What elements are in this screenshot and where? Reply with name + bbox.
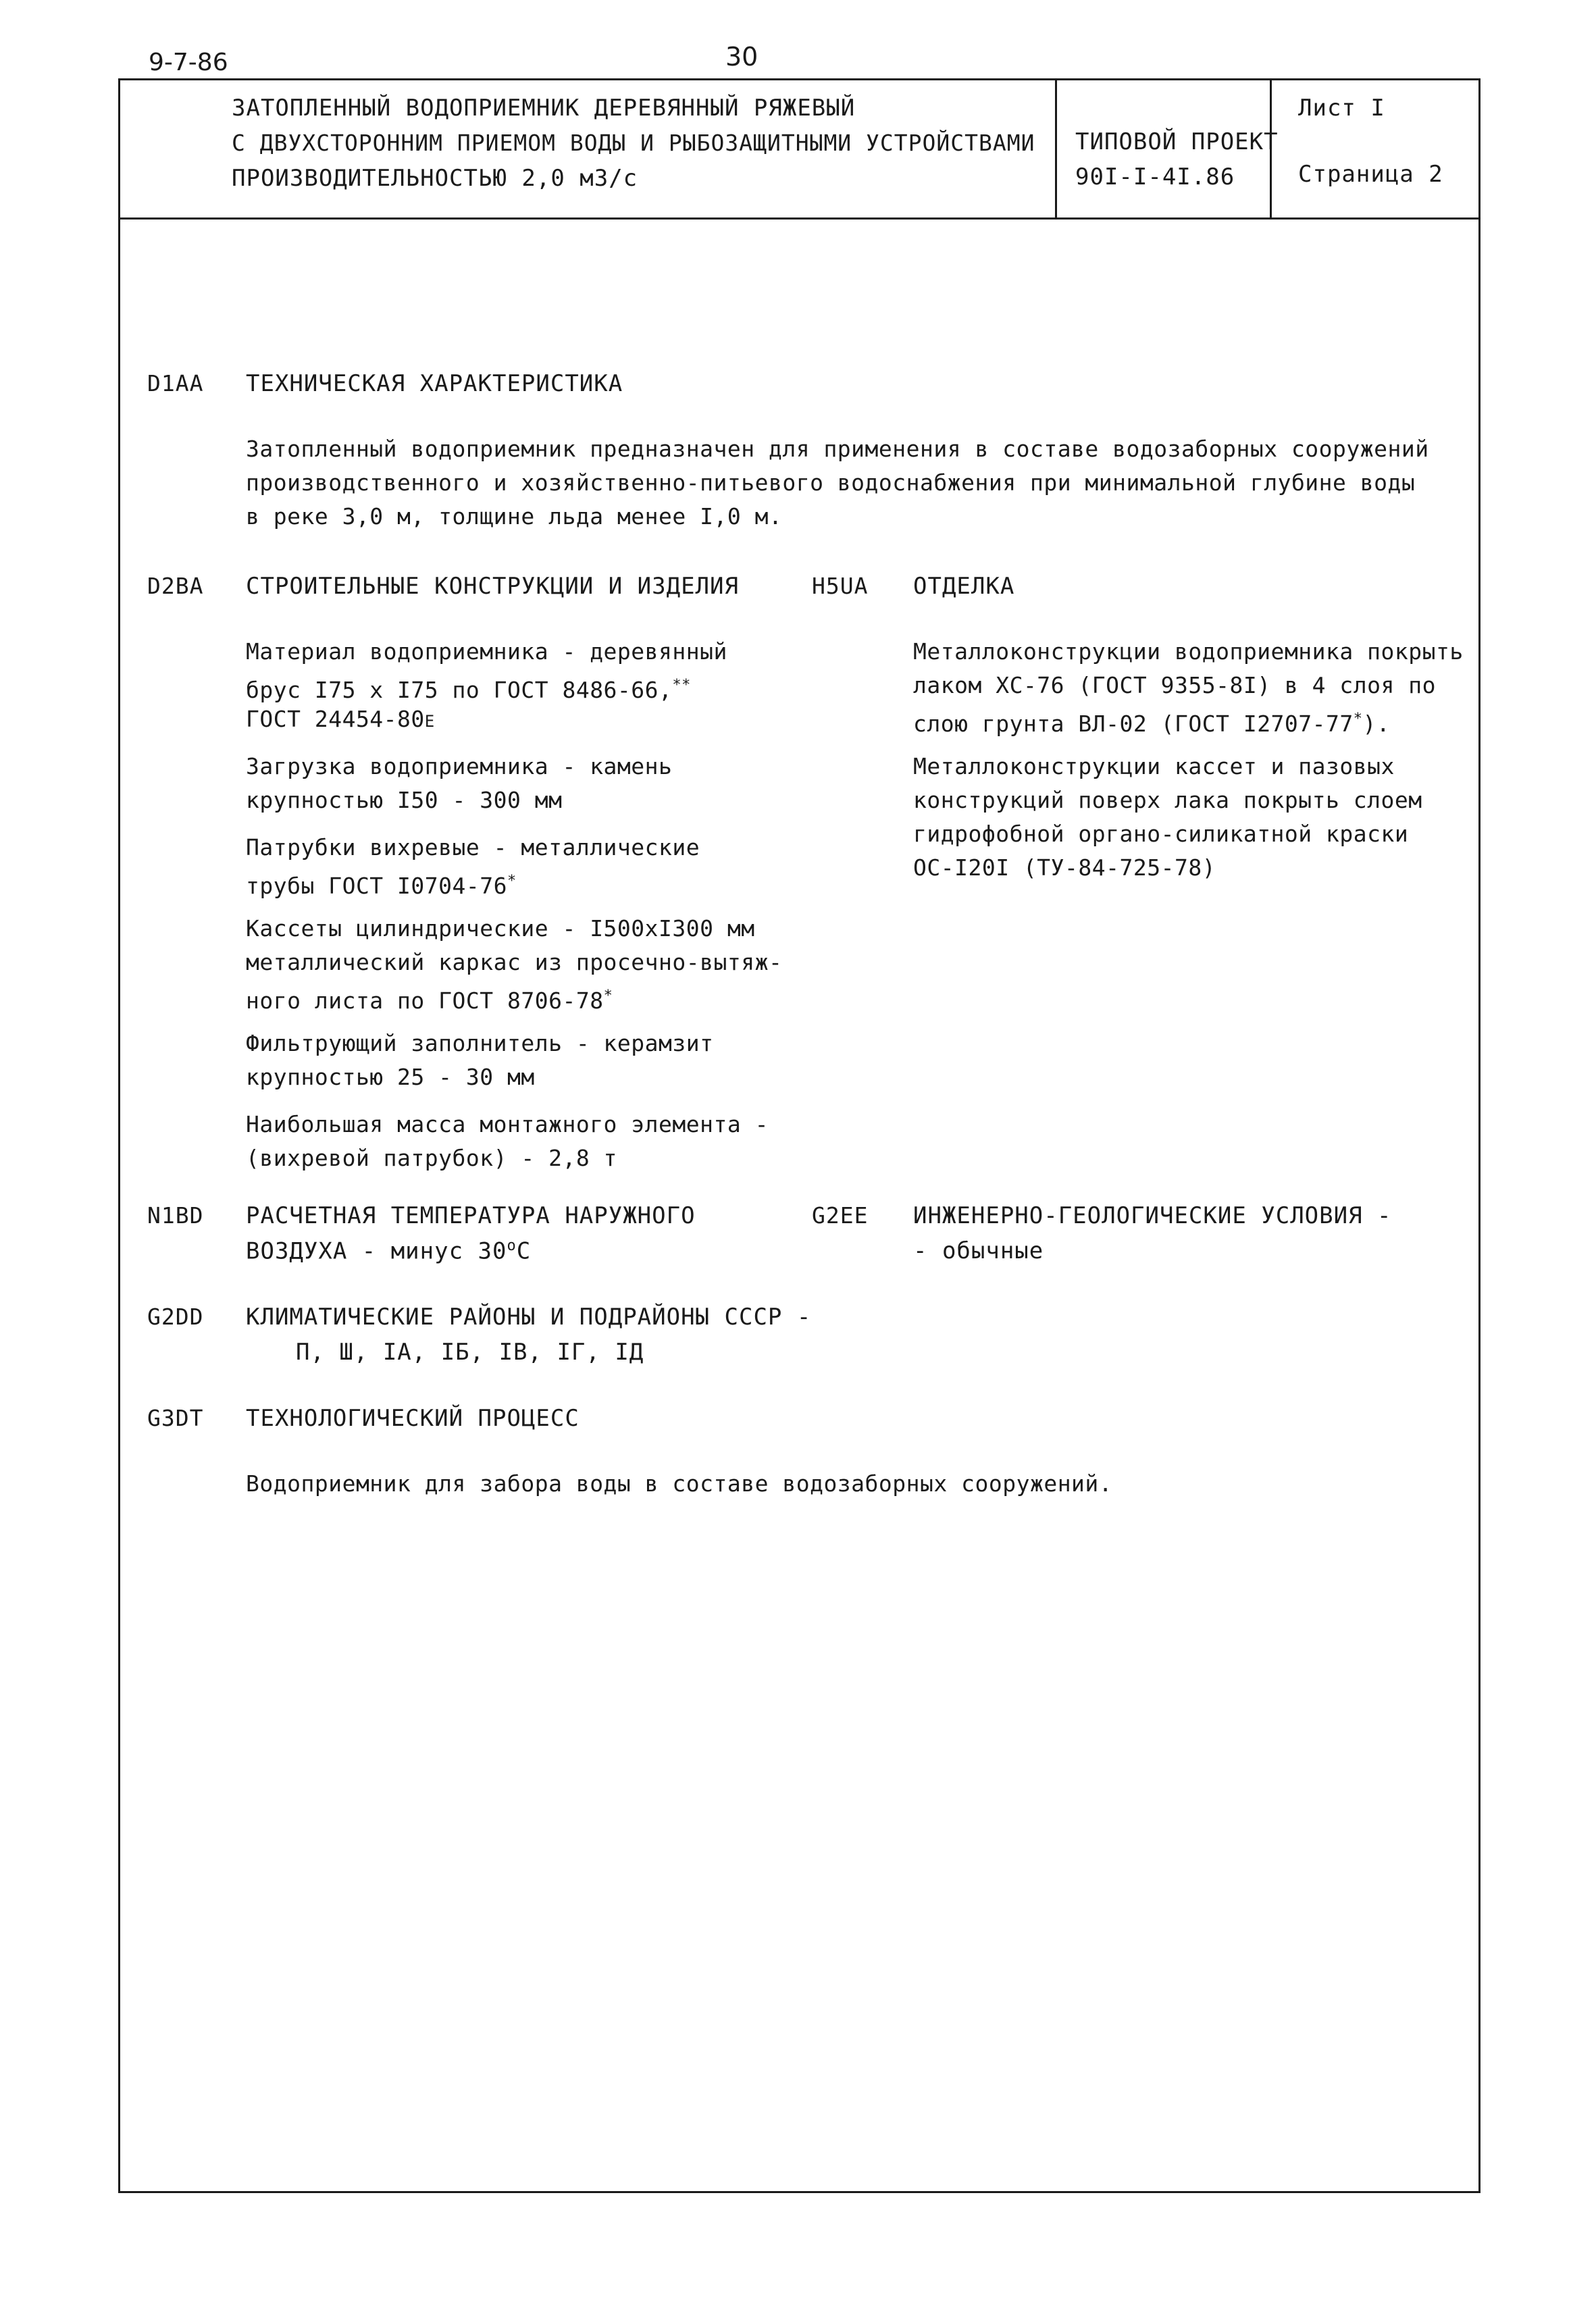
sheet-label: Лист I [1298, 95, 1385, 122]
footnote-mark: * [681, 677, 691, 694]
item-line: Наибольшая масса монтажного элемента - [246, 1111, 769, 1137]
item-line: металлический каркас из просечно-вытяж- [246, 949, 783, 975]
item-line: ГОСТ 24454-80Е [246, 706, 435, 732]
degree-mark: o [507, 1237, 517, 1254]
section-value: - обычные [913, 1237, 1044, 1264]
project-type-label: ТИПОВОЙ ПРОЕКТ [1075, 128, 1279, 155]
item-line: Фильтрующий заполнитель - керамзит [246, 1030, 714, 1056]
section-title: ТЕХНОЛОГИЧЕСКИЙ ПРОЦЕСС [246, 1405, 580, 1432]
item-line: Кассеты цилиндрические - I500хI300 мм [246, 915, 755, 942]
item-line: ного листа по ГОСТ 8706-78* [246, 987, 613, 1014]
section-title: ОТДЕЛКА [913, 573, 1015, 600]
item-line: трубы ГОСТ I0704-76* [246, 873, 517, 899]
section-code: D1AA [147, 370, 204, 396]
section-title: РАСЧЕТНАЯ ТЕМПЕРАТУРА НАРУЖНОГО [246, 1202, 696, 1229]
item-line: крупностью 25 - 30 мм [246, 1064, 535, 1090]
item-line: лаком ХС-76 (ГОСТ 9355-8I) в 4 слоя по [913, 672, 1436, 698]
item-line: Металлоконструкции водоприемника покрыть [913, 638, 1464, 665]
paragraph-line: Водоприемник для забора воды в составе водозаборных сооружений. [246, 1470, 1113, 1497]
item-line: гидрофобной органо-силикатной краски [913, 821, 1409, 847]
section-code: D2BA [147, 573, 204, 599]
item-line: Загрузка водоприемника - камень [246, 753, 673, 779]
section-code: G3DT [147, 1405, 204, 1431]
item-line: брус I75 х I75 по ГОСТ 8486-66,** [246, 677, 691, 703]
section-code: G2DD [147, 1304, 204, 1330]
section-code: H5UA [812, 573, 869, 599]
footnote-mark: * [1353, 711, 1363, 727]
paragraph-line: Затопленный водоприемник предназначен для применения в составе водозаборных сооружений [246, 436, 1429, 462]
item-line: Металлоконструкции кассет и пазовых [913, 753, 1395, 779]
project-number: 90I-I-4I.86 [1075, 163, 1235, 190]
section-title: ВОЗДУХА - минус 30$^o$С [246, 1237, 532, 1265]
page-number: 30 [725, 42, 758, 72]
item-line: Патрубки вихревые - металлические [246, 834, 700, 860]
section-code: N1BD [147, 1202, 204, 1229]
project-title-line: С ДВУХСТОРОННИМ ПРИЕМОМ ВОДЫ И РЫБОЗАЩИТНЫМИ УСТРОЙСТВАМИ [232, 130, 1035, 156]
footnote-mark: * [672, 677, 682, 694]
item-line: слою грунта ВЛ-02 (ГОСТ I2707-77*). [913, 711, 1391, 737]
footnote-mark: * [507, 873, 517, 890]
paragraph-line: в реке 3,0 м, толщине льда менее I,0 м. [246, 503, 783, 530]
section-title: СТРОИТЕЛЬНЫЕ КОНСТРУКЦИИ И ИЗДЕЛИЯ [246, 573, 739, 600]
item-line: Материал водоприемника - деревянный [246, 638, 727, 665]
paragraph-line: производственного и хозяйственно-питьевого водоснабжения при минимальной глубине воды [246, 469, 1416, 496]
page-label: Страница 2 [1298, 161, 1443, 188]
item-line: (вихревой патрубок) - 2,8 т [246, 1145, 617, 1171]
project-title-line: ЗАТОПЛЕННЫЙ ВОДОПРИЕМНИК ДЕРЕВЯННЫЙ РЯЖЕВЫЙ [232, 95, 856, 122]
edition-mark: Е [424, 712, 435, 731]
item-line: крупностью I50 - 300 мм [246, 787, 563, 813]
project-title-line: ПРОИЗВОДИТЕЛЬНОСТЬЮ 2,0 м3/с [232, 165, 638, 192]
section-title: ИНЖЕНЕРНО-ГЕОЛОГИЧЕСКИЕ УСЛОВИЯ - [913, 1202, 1392, 1229]
item-line: ОС-I20I (ТУ-84-725-78) [913, 854, 1216, 881]
section-title: КЛИМАТИЧЕСКИЕ РАЙОНЫ И ПОДРАЙОНЫ СССР - [246, 1304, 812, 1331]
item-line: конструкций поверх лака покрыть слоем [913, 787, 1422, 813]
section-title: ТЕХНИЧЕСКАЯ ХАРАКТЕРИСТИКА [246, 370, 623, 397]
footnote-mark: * [603, 987, 613, 1004]
frame-bottom-border [118, 2191, 1481, 2193]
document-code: 9-7-86 [149, 49, 228, 76]
section-code: G2EE [812, 1202, 869, 1229]
section-value: П, Ш, IА, IБ, IВ, IГ, IД [296, 1339, 644, 1366]
